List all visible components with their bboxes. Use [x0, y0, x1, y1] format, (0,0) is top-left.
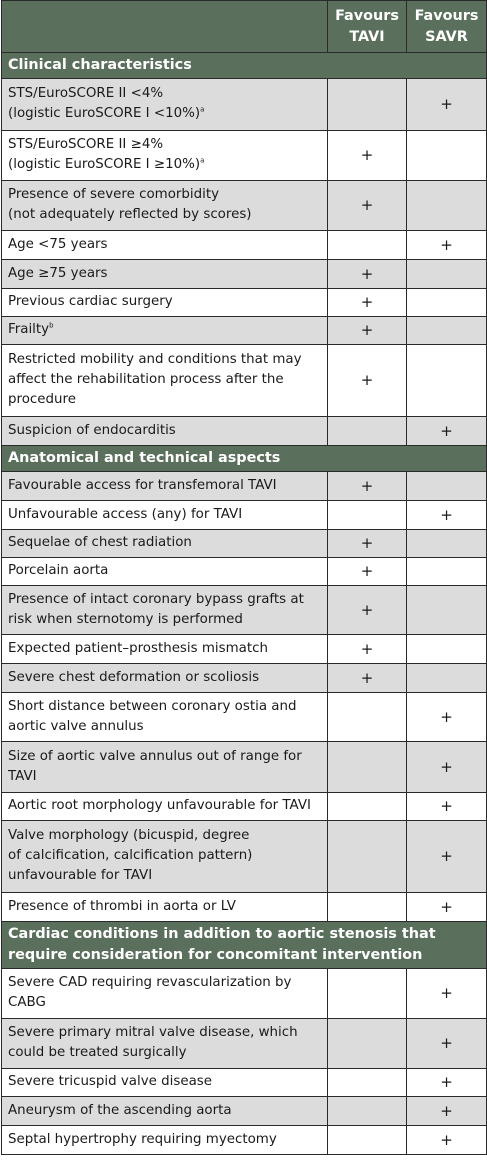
favours-savr-cell: + — [407, 893, 487, 922]
table-body — [2, 53, 487, 1155]
criterion-text-line: Sequelae of chest radiation — [8, 535, 192, 550]
favours-tavi-cell — [328, 742, 407, 793]
criterion-text-line: Age ≥75 years — [8, 265, 108, 281]
section-title-text: Anatomical and technical aspects — [8, 450, 281, 466]
favours-tavi-cell — [328, 1097, 407, 1126]
favours-tavi-cell: + — [328, 558, 407, 586]
criterion-text-line: Frailty — [8, 322, 50, 337]
criterion-text-line: Age <75 years — [8, 236, 108, 252]
favours-savr-cell: + — [407, 742, 487, 793]
table-row — [2, 1019, 487, 1069]
table-row — [2, 893, 487, 922]
favours-tavi-cell: + — [328, 260, 407, 289]
favours-tavi-cell — [328, 1019, 407, 1069]
favours-savr-cell — [407, 635, 487, 664]
favours-tavi-cell — [328, 693, 407, 742]
criterion-text-line: (logistic EuroSCORE I <10%) — [8, 106, 201, 121]
table-row — [2, 693, 487, 742]
criterion-text-line: of calcification, calcification pattern) — [8, 848, 253, 863]
table-row — [2, 289, 487, 317]
table-row — [2, 472, 487, 501]
criterion-cell — [2, 586, 328, 635]
criterion-cell — [2, 1097, 328, 1126]
criterion-text-line: Restricted mobility and conditions that may — [8, 352, 302, 367]
favours-tavi-cell: + — [328, 289, 407, 317]
table-row — [2, 635, 487, 664]
criterion-cell — [2, 793, 328, 821]
criterion-text-line: Favourable access for transfemoral TAVI — [8, 477, 277, 493]
favours-savr-cell — [407, 586, 487, 635]
criterion-cell — [2, 260, 328, 289]
table-row — [2, 1069, 487, 1097]
table-row — [2, 793, 487, 821]
criterion-cell — [2, 131, 328, 181]
favours-tavi-cell — [328, 893, 407, 922]
table-row — [2, 742, 487, 793]
criterion-cell — [2, 231, 328, 260]
criterion-text-line: could be treated surgically — [8, 1045, 187, 1060]
section-title — [2, 922, 487, 969]
favours-tavi-cell — [328, 1069, 407, 1097]
section-header-row — [2, 446, 487, 472]
criterion-cell — [2, 635, 328, 664]
favours-savr-cell: + — [407, 1126, 487, 1155]
criterion-cell — [2, 317, 328, 345]
favours-savr-cell: + — [407, 821, 487, 893]
header-row — [2, 1, 487, 53]
favours-savr-cell: + — [407, 231, 487, 260]
favours-tavi-cell: + — [328, 345, 407, 417]
criterion-text-line: Aortic root morphology unfavourable for TAVI — [8, 798, 311, 813]
table-row — [2, 1126, 487, 1155]
criterion-text-line: Presence of thrombi in aorta or LV — [8, 898, 236, 914]
favours-savr-cell — [407, 181, 487, 231]
favours-tavi-cell — [328, 969, 407, 1019]
criterion-text-line: (logistic EuroSCORE I ≥10%) — [8, 157, 201, 172]
criterion-cell — [2, 664, 328, 693]
favours-savr-cell — [407, 260, 487, 289]
criterion-text-line: TAVI — [8, 768, 37, 784]
section-header-row — [2, 922, 487, 969]
criterion-cell — [2, 530, 328, 558]
criterion-text-line: STS/EuroSCORE II <4% — [8, 86, 164, 101]
favours-savr-cell: + — [407, 793, 487, 821]
header-savr-line2: SAVR — [425, 28, 468, 45]
favours-savr-cell — [407, 664, 487, 693]
favours-tavi-cell: + — [328, 181, 407, 231]
header-tavi-line2: TAVI — [349, 28, 385, 45]
table-row — [2, 530, 487, 558]
table-row — [2, 558, 487, 586]
criterion-cell — [2, 79, 328, 131]
favours-tavi-cell — [328, 821, 407, 893]
criterion-cell — [2, 501, 328, 530]
criterion-text-line: Severe tricuspid valve disease — [8, 1074, 213, 1089]
criterion-text-line: CABG — [8, 995, 46, 1010]
favours-tavi-cell — [328, 417, 407, 446]
header-blank-cell — [2, 1, 328, 53]
criterion-text-line: aortic valve annulus — [8, 718, 144, 734]
table-row — [2, 181, 487, 231]
table-row — [2, 664, 487, 693]
criterion-text-line: Unfavourable access (any) for TAVI — [8, 506, 243, 522]
criterion-text-line: Presence of intact coronary bypass grafts at — [8, 591, 304, 607]
criterion-cell — [2, 1069, 328, 1097]
favours-savr-cell: + — [407, 1097, 487, 1126]
favours-tavi-cell — [328, 793, 407, 821]
favours-savr-cell: + — [407, 1069, 487, 1097]
criterion-cell — [2, 893, 328, 922]
header-tavi-line1: Favours — [335, 7, 399, 24]
favours-tavi-cell: + — [328, 664, 407, 693]
footnote-marker: a — [200, 105, 205, 114]
favours-tavi-cell — [328, 1126, 407, 1155]
table-row — [2, 586, 487, 635]
favours-savr-cell — [407, 131, 487, 181]
favours-savr-cell — [407, 317, 487, 345]
section-title-line: Cardiac conditions in addition to aortic stenosis that — [8, 926, 436, 942]
criterion-cell — [2, 558, 328, 586]
table-row — [2, 131, 487, 181]
table-row — [2, 79, 487, 131]
favours-savr-cell: + — [407, 79, 487, 131]
section-title-line: require consideration for concomitant intervention — [8, 947, 423, 963]
favours-savr-cell — [407, 530, 487, 558]
table-row — [2, 501, 487, 530]
criterion-cell — [2, 1126, 328, 1155]
criterion-text-line: Severe primary mitral valve disease, which — [8, 1025, 298, 1040]
favours-tavi-cell: + — [328, 131, 407, 181]
criterion-cell — [2, 969, 328, 1019]
criterion-cell — [2, 289, 328, 317]
section-title-text: Clinical characteristics — [8, 57, 192, 73]
criterion-text-line: risk when sternotomy is performed — [8, 611, 243, 627]
table-row — [2, 345, 487, 417]
favours-tavi-cell — [328, 79, 407, 131]
criterion-text-line: procedure — [8, 392, 76, 407]
criterion-text-line: Expected patient–prosthesis mismatch — [8, 640, 268, 656]
favours-tavi-cell: + — [328, 472, 407, 501]
criterion-text-line: Previous cardiac surgery — [8, 294, 173, 309]
footnote-marker: a — [200, 156, 205, 165]
criterion-text-line: Short distance between coronary ostia and — [8, 698, 297, 714]
favours-tavi-cell: + — [328, 530, 407, 558]
favours-savr-cell — [407, 472, 487, 501]
table-row — [2, 821, 487, 893]
criterion-cell — [2, 693, 328, 742]
favours-tavi-cell: + — [328, 586, 407, 635]
favours-savr-cell: + — [407, 969, 487, 1019]
criterion-text-line: Valve morphology (bicuspid, degree — [8, 828, 250, 843]
criterion-text-line: Presence of severe comorbidity — [8, 187, 220, 202]
criterion-text-line: unfavourable for TAVI — [8, 868, 153, 883]
criterion-text-line: Aneurysm of the ascending aorta — [8, 1102, 232, 1118]
criterion-text-line: affect the rehabilitation process after the — [8, 372, 284, 387]
criterion-text-line: Septal hypertrophy requiring myectomy — [8, 1131, 277, 1147]
criterion-cell — [2, 417, 328, 446]
favours-savr-cell — [407, 345, 487, 417]
criterion-cell — [2, 472, 328, 501]
section-title — [2, 53, 487, 79]
table-row — [2, 260, 487, 289]
favours-savr-cell: + — [407, 693, 487, 742]
favours-savr-cell: + — [407, 1019, 487, 1069]
criterion-cell — [2, 742, 328, 793]
favours-tavi-cell: + — [328, 635, 407, 664]
table-row — [2, 231, 487, 260]
favours-savr-cell — [407, 558, 487, 586]
favours-tavi-cell: + — [328, 317, 407, 345]
table-row — [2, 417, 487, 446]
section-title — [2, 446, 487, 472]
table-row — [2, 317, 487, 345]
footnote-marker: b — [49, 321, 54, 330]
table-row — [2, 969, 487, 1019]
header-favours-savr — [407, 1, 487, 53]
favours-savr-cell: + — [407, 417, 487, 446]
criterion-text-line: Severe CAD requiring revascularization by — [8, 975, 292, 990]
favours-tavi-cell — [328, 501, 407, 530]
header-favours-tavi — [328, 1, 407, 53]
criterion-cell — [2, 1019, 328, 1069]
table-row — [2, 1097, 487, 1126]
criterion-text-line: Size of aortic valve annulus out of range for — [8, 748, 302, 764]
favours-savr-cell: + — [407, 501, 487, 530]
criterion-text-line: (not adequately reflected by scores) — [8, 207, 252, 222]
criterion-cell — [2, 345, 328, 417]
favours-tavi-cell — [328, 231, 407, 260]
criterion-cell — [2, 181, 328, 231]
favours-savr-cell — [407, 289, 487, 317]
criterion-cell — [2, 821, 328, 893]
criterion-text-line: STS/EuroSCORE II ≥4% — [8, 137, 164, 152]
criterion-text-line: Severe chest deformation or scoliosis — [8, 669, 260, 685]
criterion-text-line: Porcelain aorta — [8, 563, 109, 578]
tavi-savr-table — [1, 0, 487, 1155]
criterion-text-line: Suspicion of endocarditis — [8, 422, 176, 438]
header-savr-line1: Favours — [414, 7, 479, 24]
section-header-row — [2, 53, 487, 79]
